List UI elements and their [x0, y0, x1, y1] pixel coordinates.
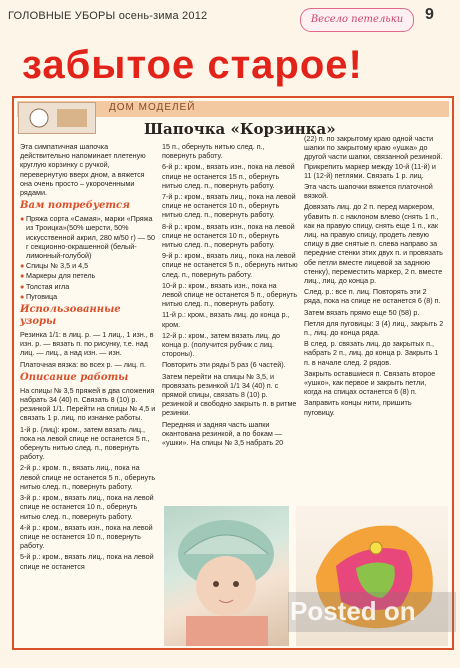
- paragraph: Эта часть шапочки вяжется платочной вязкой.: [304, 182, 433, 201]
- column-2: [162, 142, 298, 449]
- column-3: [304, 134, 444, 419]
- magazine-name: ГОЛОВНЫЕ УБОРЫ осень-зима 2012: [8, 10, 208, 22]
- row-instruction: 2-й р.: кром. п., вязать лиц., пока на левой спице не останется 5 п., обернуть нитью след. п., повернуть работу.: [20, 463, 156, 491]
- intro-text: Эта симпатичная шапочка действительно напоминает плетеную круглую корзинку с ручкой, перевернутую вверх дном, а вяжется она очень просто – укороченными рядами.: [20, 142, 146, 198]
- row-instruction: 8-й р.: кром., вязать изн., пока на левой спице не останется 10 п., обернуть нитью след. п., повернуть работу.: [162, 221, 295, 250]
- row-instruction: 15 п., обернуть нитью след. п., повернуть работу.: [162, 142, 265, 161]
- paragraph: След. р.: все п. лиц. Повторять эти 2 ряда, пока на спице не останется 6 (8) п.: [304, 287, 441, 306]
- materials-heading: Вам потребуется: [20, 200, 130, 212]
- list-item: ● Спицы № 3,5 и 4,5: [20, 261, 89, 271]
- list-item: ● Пряжа сорта «Самая», марки «Пряжа из Троицка»(50% шерсти, 50% искусственной акрил, 280 м/50 г) — 50 г секционно-окрашенной (белый-лимонный-голубой): [20, 214, 155, 261]
- paragraph: В след. р. связать лиц. до закрытых п., набрать 2 п., лиц. до конца р. Закрыть 1 п. в начале след. 2 рядов.: [304, 339, 439, 367]
- paragraph: (22) п. по закрытому краю одной части шапки по закрытому краю «ушка» до другой части шапки, связанной резинкой. Прикрепить маркер между 10-й (11-й) и 11 (12-й) петлями. Связать 1 р. лиц.: [304, 134, 443, 180]
- article-frame: [12, 96, 454, 650]
- row-instruction: 11-й р.: кром., вязать лиц. до конца р., кром.: [162, 310, 290, 329]
- row-instruction: Передняя и задняя часть шапки окантована резинкой, а по бокам — «ушки». На спицы № 3,5 набрать 20: [162, 419, 284, 448]
- row-instruction: 4-й р.: кром., вязать изн., пока на левой спице не останется 10 п., повернуть работу.: [20, 522, 153, 551]
- paragraph: Заправить концы нити, пришить пуговицу.: [304, 398, 412, 417]
- row-instruction: 5-й р.: кром., вязать лиц., пока на левой спице не останется: [20, 552, 154, 571]
- paragraph: Довязать лиц. до 2 п. перед маркером, убавить п. с наклоном влево (снять 1 п., как на правую спицу, снять еще 1 п., как лиц. на правую спицу, продеть левую спицу в две снятые п. слева направо за передние стенки этих двух п. и провязать обе петли вместе лицевой за заднюю стенку), переместить маркер, 2 п. вместе лиц., лиц. до конца р.: [304, 202, 443, 286]
- row-instruction: Повторить эти ряды 5 раз (6 частей).: [162, 360, 286, 370]
- row-instruction: 12-й р.: кром., затем вязать лиц. до конца р. (получится рубчик с лиц. стороны).: [162, 330, 281, 359]
- logo-text: Весело петельки: [310, 14, 404, 25]
- pattern-rib: Резинка 1/1: в лиц. р. — 1 лиц., 1 изн., в изн. р. — вязать п. по рисунку, т.е. над лиц. — лиц., а над изн. — изн.: [20, 330, 154, 358]
- list-item: ● Маркеры для петель: [20, 271, 96, 281]
- list-item: ● Пуговица: [20, 291, 58, 301]
- photo-child-in-hat: [164, 506, 289, 646]
- row-instruction: 1-й р. (лиц): кром., затем вязать лиц., пока на левой спице не останется 5 п., обернуть нитью след. п., повернуть работу.: [20, 424, 150, 462]
- page-header: [0, 0, 460, 30]
- row-instruction: Затем перейти на спицы № 3,5, и провязать резинкой 1/1 34 (40) п. с прямой спицы, связать 8 (10) р. резинкой и свободно закрыть п. в ритме резинки.: [162, 371, 297, 418]
- patterns-heading: Использованные узоры: [20, 304, 121, 328]
- row-instruction: 9-й р.: кром., вязать лиц., пока на левой спице не останется 5 п., обернуть нитью след. п., повернуть работу.: [162, 251, 298, 279]
- column-1: [20, 142, 156, 573]
- section-logo-image: [18, 102, 96, 134]
- section-tag: ДОМ МОДЕЛЕЙ: [109, 102, 196, 113]
- paragraph: Петля для пуговицы: 3 (4) лиц., закрыть 2 п., лиц. до конца ряда.: [304, 318, 444, 338]
- mannequin-icon: [19, 103, 95, 133]
- row-instruction: 10-й р.: кром., вязать изн., пока на левой спице не останется 5 п., обернуть нитью след. п., повернуть работу.: [162, 280, 298, 309]
- page-title: забытое старое!: [22, 43, 363, 87]
- child-illustration: [164, 506, 289, 646]
- row-instruction: 7-й р.: кром., вязать лиц., пока на левой спице не останется 10 п., обернуть нитью след. п., повернуть работу.: [162, 192, 296, 220]
- row-instruction: 3-й р.: кром., вязать лиц., пока на левой спице не останется 10 п., обернуть нитью след. п., повернуть работу.: [20, 493, 154, 521]
- article-heading: Шапочка «Корзинка»: [144, 120, 336, 138]
- work-heading: Описание работы: [20, 371, 129, 383]
- work-text: На спицы № 3,5 пряжей в два сложения набрать 34 (40) п. Связать 8 (10) р. резинкой 1/1. Перейти на спицы № 4,5 и связать 1 р. лиц. по изнанке работы.: [20, 385, 156, 423]
- paragraph: Затем вязать прямо еще 50 (58) р.: [304, 307, 420, 317]
- pattern-garter: Платочная вязка: во всех р. — лиц. п.: [20, 359, 146, 369]
- paragraph: Закрыть оставшиеся п. Связать второе «ушко», как первое и закрыть петли, когда на спицах останется 6 (8) п.: [304, 368, 436, 397]
- list-item: ● Толстая игла: [20, 281, 70, 291]
- row-instruction: 6-й р.: кром., вязать изн., пока на левой спице не останется 15 п., обернуть нитью след. п., повернуть работу.: [162, 162, 295, 190]
- page-number: 9: [425, 6, 434, 23]
- magazine-logo: [300, 8, 414, 32]
- watermark: Posted on: [290, 596, 416, 626]
